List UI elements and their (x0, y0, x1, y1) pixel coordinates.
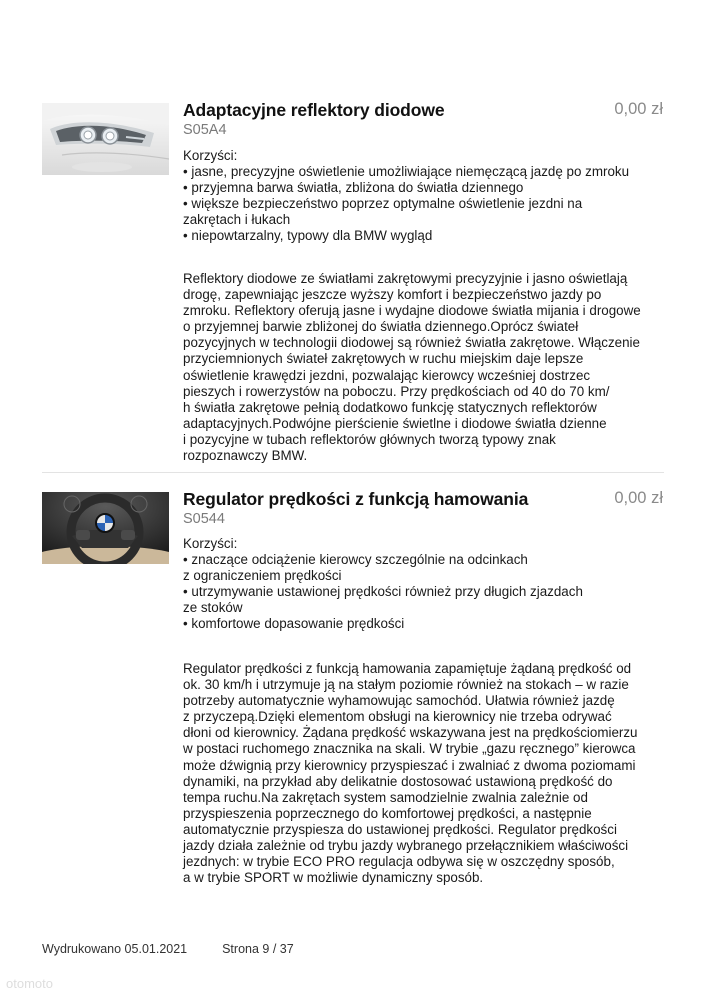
benefit-line: z ograniczeniem prędkości (183, 568, 342, 584)
description-line: jezdnych: w trybie ECO PRO regulacja odbywa się w oszczędny sposób, (183, 854, 615, 870)
description-line: drogę, zapewniając jeszcze wyższy komfort i bezpieczeństwo jazdy po (183, 287, 602, 303)
benefit-line: • znaczące odciążenie kierowcy szczególnie na odcinkach (183, 552, 528, 568)
description-line: adaptacyjnych.Podwójne pierścienie świetlne i diodowe światła dzienne (183, 415, 607, 431)
print-date: Wydrukowano 05.01.2021 (42, 942, 188, 956)
benefit-line: • utrzymywanie ustawionej prędkości również przy długich zjazdach (183, 584, 583, 600)
description-line: w postaci ruchomego znacznika na skali. W trybie „gazu ręcznego” kierowca (183, 741, 636, 757)
option-title: Adaptacyjne reflektory diodowe (183, 100, 445, 120)
description-line: oświetlenie krawędzi jezdni, pozwalając kierowcy wcześniej dostrzec (183, 367, 591, 383)
description-line: przyciemnionych świateł zakrętowych w ruchu miejskim daje lepsze (183, 351, 584, 367)
option-code: S05A4 (183, 122, 227, 138)
description-line: ok. 30 km/h i utrzymuje ją na stałym poziomie również na stokach – w razie (183, 677, 629, 693)
benefit-line: • większe bezpieczeństwo poprzez optymalne oświetlenie jezdni na (183, 196, 583, 212)
page-footer (42, 942, 294, 956)
benefits-header: Korzyści: (183, 148, 238, 163)
headlight-photo-icon (42, 103, 169, 175)
description-line: pieszych i rowerzystów na poboczu. Przy prędkościach od 40 do 70 km/ (183, 383, 610, 399)
description-line: i pozycyjne w tubach reflektorów głównych tworzą typowy znak (183, 431, 556, 447)
description-line: a w trybie SPORT w możliwie dynamiczny sposób. (183, 870, 484, 886)
description-line: przyspieszenia poprzecznego do komfortowej prędkości, a następnie (183, 805, 592, 821)
option-title: Regulator prędkości z funkcją hamowania (183, 489, 529, 509)
benefit-line: • komfortowe dopasowanie prędkości (183, 616, 405, 632)
option-price: 0,00 zł (614, 100, 663, 118)
benefit-line: • przyjemna barwa światła, zbliżona do światła dziennego (183, 180, 524, 196)
benefits-list (183, 536, 673, 633)
description-line: zmroku. Reflektory oferują jasne i wydajne diodowe światła mijania i drogowe (183, 303, 641, 319)
benefit-line: ze stoków (183, 600, 243, 616)
description-line: dynamiki, na przykład aby delikatnie dostosować ustawioną prędkość do (183, 773, 613, 789)
option-price: 0,00 zł (614, 489, 663, 507)
page-number: Strona 9 / 37 (222, 942, 294, 956)
description-line: o przyjemnej barwie zbliżonej do światła dziennego.Oprócz świateł (183, 319, 579, 335)
description-line: h światła zakrętowe pełnią dodatkowo funkcję statycznych reflektorów (183, 399, 597, 415)
description-line: Reflektory diodowe ze światłami zakrętowymi precyzyjnie i jasno oświetlają (183, 271, 628, 286)
steering-wheel-photo-icon (42, 492, 169, 564)
description-line: z przyczepą.Dzięki elementom obsługi na kierownicy nie trzeba odrywać (183, 709, 612, 725)
option-description (183, 271, 673, 464)
description-line: rozpoznawczy BMW. (183, 448, 308, 464)
description-line: może dźwignią przy kierownicy przyspieszać i zwalniać z dwoma poziomami (183, 757, 636, 773)
benefit-line: zakrętach i łukach (183, 212, 291, 228)
option-description (183, 661, 673, 886)
description-line: automatycznie przyspiesza do ustawionej prędkości. Regulator prędkości (183, 821, 617, 837)
benefit-line: • niepowtarzalny, typowy dla BMW wygląd (183, 228, 433, 244)
description-line: potrzeby automatycznie wyhamowując samochód. Ułatwia również jazdę (183, 693, 615, 709)
description-line: pozycyjnych w technologii diodowej są również światła zakrętowe. Włączenie (183, 335, 640, 351)
benefits-header: Korzyści: (183, 536, 238, 551)
benefits-list (183, 148, 673, 245)
watermark-logo: otomoto (6, 976, 53, 991)
description-line: Regulator prędkości z funkcją hamowania zapamiętuje żądaną prędkość od (183, 661, 632, 676)
option-code: S0544 (183, 511, 225, 527)
description-line: tempa ruchu.Na zakrętach system samodzielnie zwalnia zależnie od (183, 789, 588, 805)
description-line: dłoni od kierownicy. Żądana prędkość wskazywana jest na prędkościomierzu (183, 725, 638, 741)
description-line: jazdy działa zależnie od trybu jazdy wybranego przełącznikiem właściwości (183, 838, 629, 854)
item-divider (42, 472, 664, 473)
benefit-line: • jasne, precyzyjne oświetlenie umożliwiające niemęczącą jazdę po zmroku (183, 164, 630, 180)
